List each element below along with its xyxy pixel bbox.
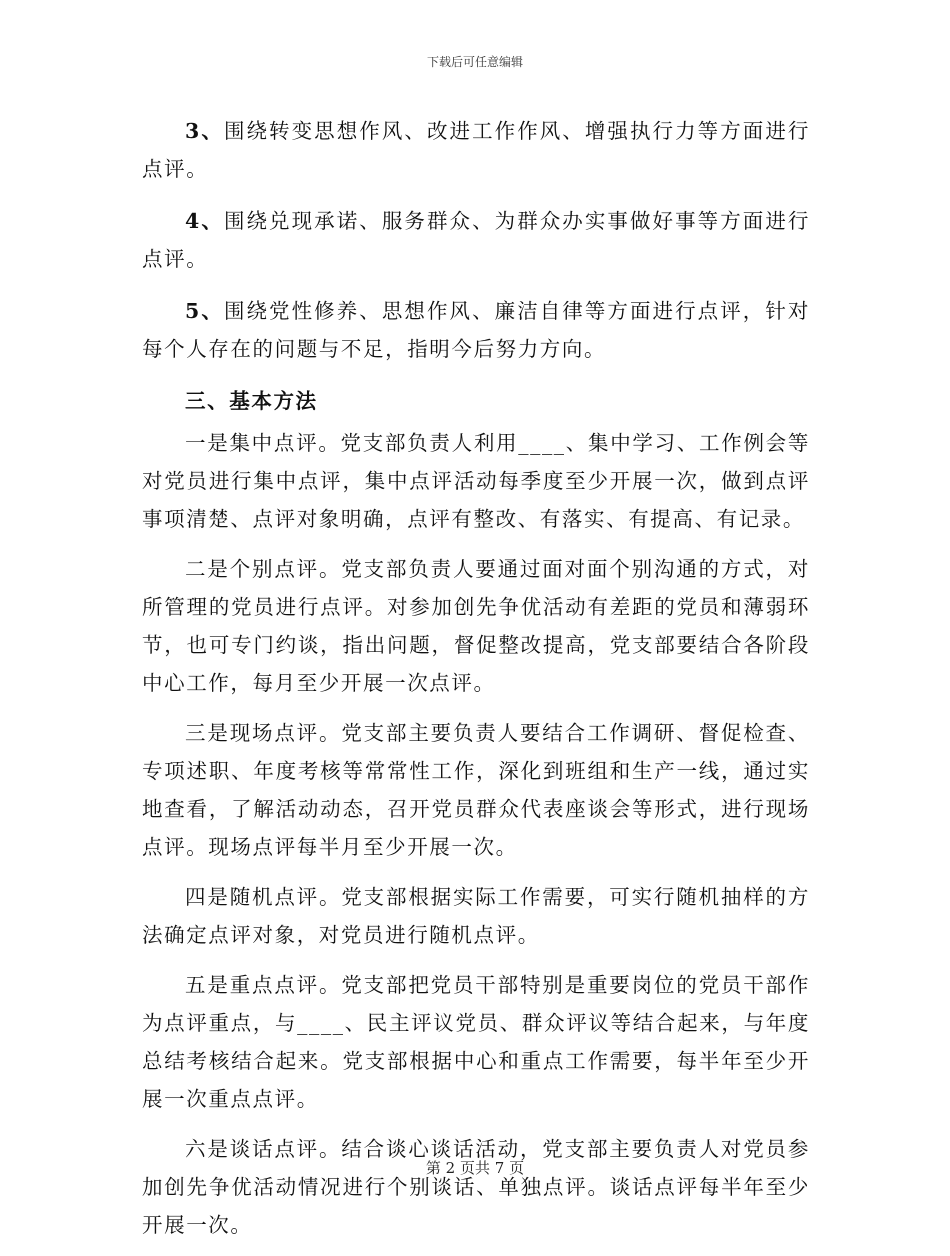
page-header: 下载后可任意编辑 (426, 55, 523, 69)
paragraph-text: 三是现场点评。党支部主要负责人要结合工作调研、督促检查、专项述职、年度考核等常常性工作，深化到班组和生产一线，通过实地查看，了解活动动态，召开党员群众代表座谈会等形式，进行现场点评。现场点评每半月至少开展一次。 (142, 721, 810, 859)
paragraph-text: 、民主评议党员、群众评议等结合起来，与年度总结考核结合起来。党支部根据中心和重点工作需要，每半年至少开展一次重点点评。 (142, 1011, 810, 1111)
document-body (142, 112, 810, 1256)
list-item (142, 292, 810, 368)
item-number: 3、 (185, 119, 224, 143)
paragraph-text: 、集中学习、工作例会等对党员进行集中点评，集中点评活动每季度至少开展一次，做到点评事项清楚、点评对象明确，点评有整改、有落实、有提高、有记录。 (142, 431, 810, 531)
paragraph-text: 一是集中点评。党支部负责人利用 (185, 431, 519, 455)
method-paragraph (142, 550, 810, 702)
page-footer: 第 2 页共 7 页 (425, 1159, 525, 1177)
item-number: 5、 (185, 299, 224, 323)
method-paragraph (142, 424, 810, 538)
paragraph-text: 二是个别点评。党支部负责人要通过面对面个别沟通的方式，对所管理的党员进行点评。对参加创先争优活动有差距的党员和薄弱环节，也可专门约谈，指出问题，督促整改提高，党支部要结合各阶段中心工作，每月至少开展一次点评。 (142, 557, 810, 695)
paragraph-text: 五是重点点评。党支部把党员干部特别是重要岗位的党员干部作为点评重点，与 (142, 973, 810, 1035)
section-heading: 三、基本方法 (185, 389, 318, 413)
method-paragraph (142, 1130, 810, 1244)
paragraph-text: 六是谈话点评。结合谈心谈话活动，党支部主要负责人对党员参加创先争优活动情况进行个别谈话、单独点评。谈话点评每半年至少开展一次。 (142, 1137, 810, 1237)
list-item (142, 202, 810, 278)
item-text: 围绕党性修养、思想作风、廉洁自律等方面进行点评，针对每个人存在的问题与不足，指明今后努力方向。 (142, 299, 810, 361)
item-text: 围绕兑现承诺、服务群众、为群众办实事做好事等方面进行点评。 (142, 209, 810, 271)
method-paragraph (142, 966, 810, 1118)
item-text: 围绕转变思想作风、改进工作作风、增强执行力等方面进行点评。 (142, 119, 810, 181)
method-paragraph (142, 714, 810, 866)
list-item (142, 112, 810, 188)
paragraph-text: 四是随机点评。党支部根据实际工作需要，可实行随机抽样的方法确定点评对象，对党员进行随机点评。 (142, 885, 810, 947)
item-number: 4、 (185, 209, 224, 233)
method-paragraph (142, 878, 810, 954)
fill-blank: ____ (518, 431, 566, 455)
fill-blank: ____ (297, 1011, 345, 1035)
